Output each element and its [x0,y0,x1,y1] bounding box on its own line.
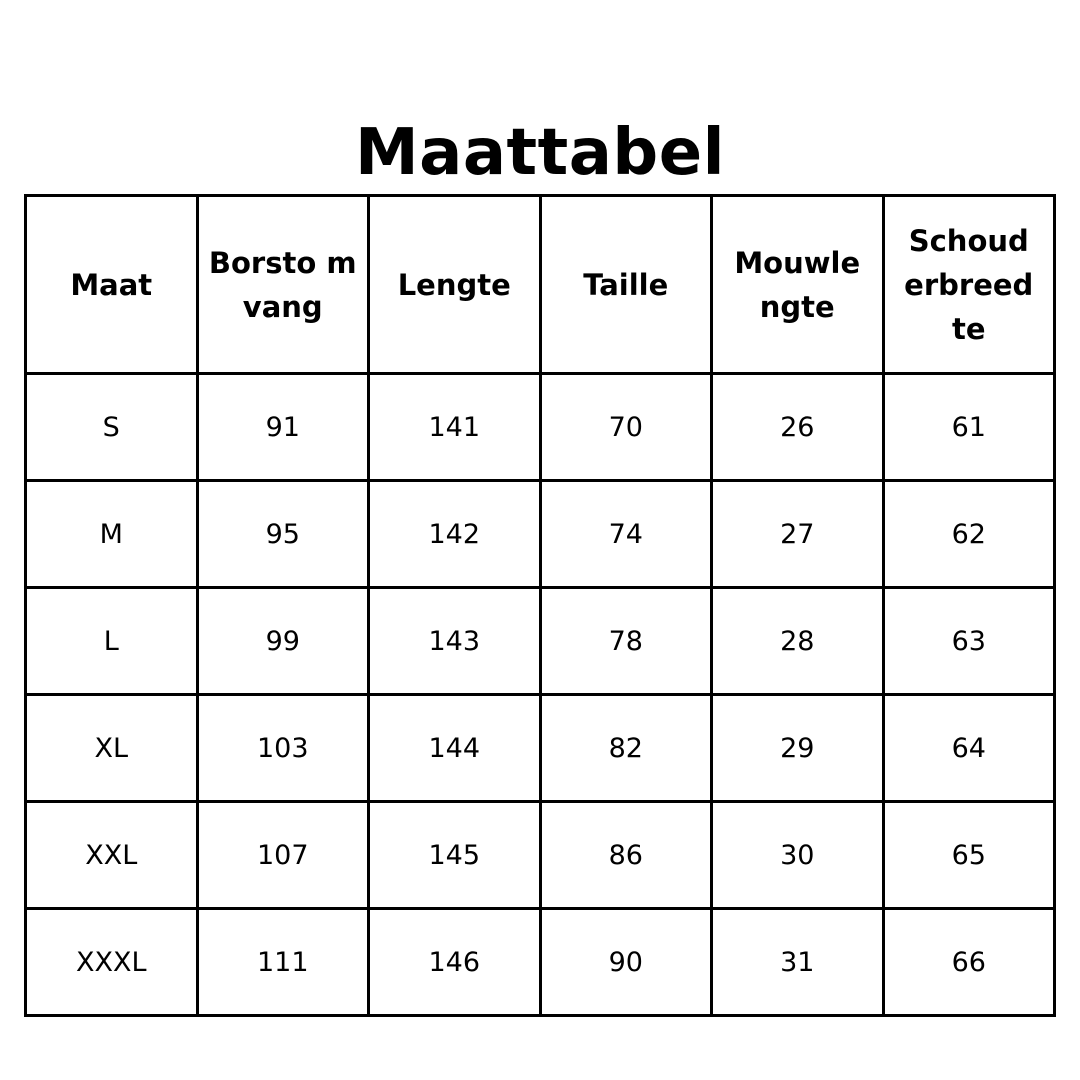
header-cell-maat: Maat [26,196,198,374]
header-row [26,196,1055,374]
cell-mouwlengte: 27 [712,481,884,588]
cell-lengte: 146 [369,909,541,1016]
table-row [26,802,1055,909]
cell-taille: 90 [540,909,712,1016]
cell-borstomvang: 111 [197,909,369,1016]
cell-lengte: 143 [369,588,541,695]
cell-mouwlengte: 30 [712,802,884,909]
cell-maat: XXL [26,802,198,909]
cell-taille: 74 [540,481,712,588]
table-row [26,481,1055,588]
cell-taille: 82 [540,695,712,802]
cell-schouderbreedte: 63 [883,588,1055,695]
cell-maat: XXXL [26,909,198,1016]
header-cell-mouwlengte: Mouwle ngte [712,196,884,374]
cell-borstomvang: 91 [197,374,369,481]
cell-mouwlengte: 31 [712,909,884,1016]
cell-schouderbreedte: 64 [883,695,1055,802]
cell-maat: M [26,481,198,588]
cell-borstomvang: 103 [197,695,369,802]
header-cell-borstomvang: Borsto mvang [197,196,369,374]
table-row [26,374,1055,481]
cell-lengte: 142 [369,481,541,588]
cell-borstomvang: 99 [197,588,369,695]
cell-borstomvang: 95 [197,481,369,588]
table-header [26,196,1055,374]
cell-mouwlengte: 29 [712,695,884,802]
cell-taille: 78 [540,588,712,695]
page-title: Maattabel [354,115,726,190]
table-row [26,909,1055,1016]
cell-lengte: 145 [369,802,541,909]
table-row [26,588,1055,695]
cell-maat: L [26,588,198,695]
header-cell-taille: Taille [540,196,712,374]
cell-lengte: 141 [369,374,541,481]
cell-mouwlengte: 28 [712,588,884,695]
cell-schouderbreedte: 66 [883,909,1055,1016]
cell-mouwlengte: 26 [712,374,884,481]
header-cell-schouderbreedte: Schoud erbreed te [883,196,1055,374]
cell-schouderbreedte: 65 [883,802,1055,909]
table-body [26,374,1055,1016]
cell-maat: S [26,374,198,481]
cell-taille: 86 [540,802,712,909]
size-table [24,194,1056,1017]
cell-schouderbreedte: 61 [883,374,1055,481]
cell-borstomvang: 107 [197,802,369,909]
cell-taille: 70 [540,374,712,481]
cell-lengte: 144 [369,695,541,802]
table-row [26,695,1055,802]
header-cell-lengte: Lengte [369,196,541,374]
cell-maat: XL [26,695,198,802]
cell-schouderbreedte: 62 [883,481,1055,588]
